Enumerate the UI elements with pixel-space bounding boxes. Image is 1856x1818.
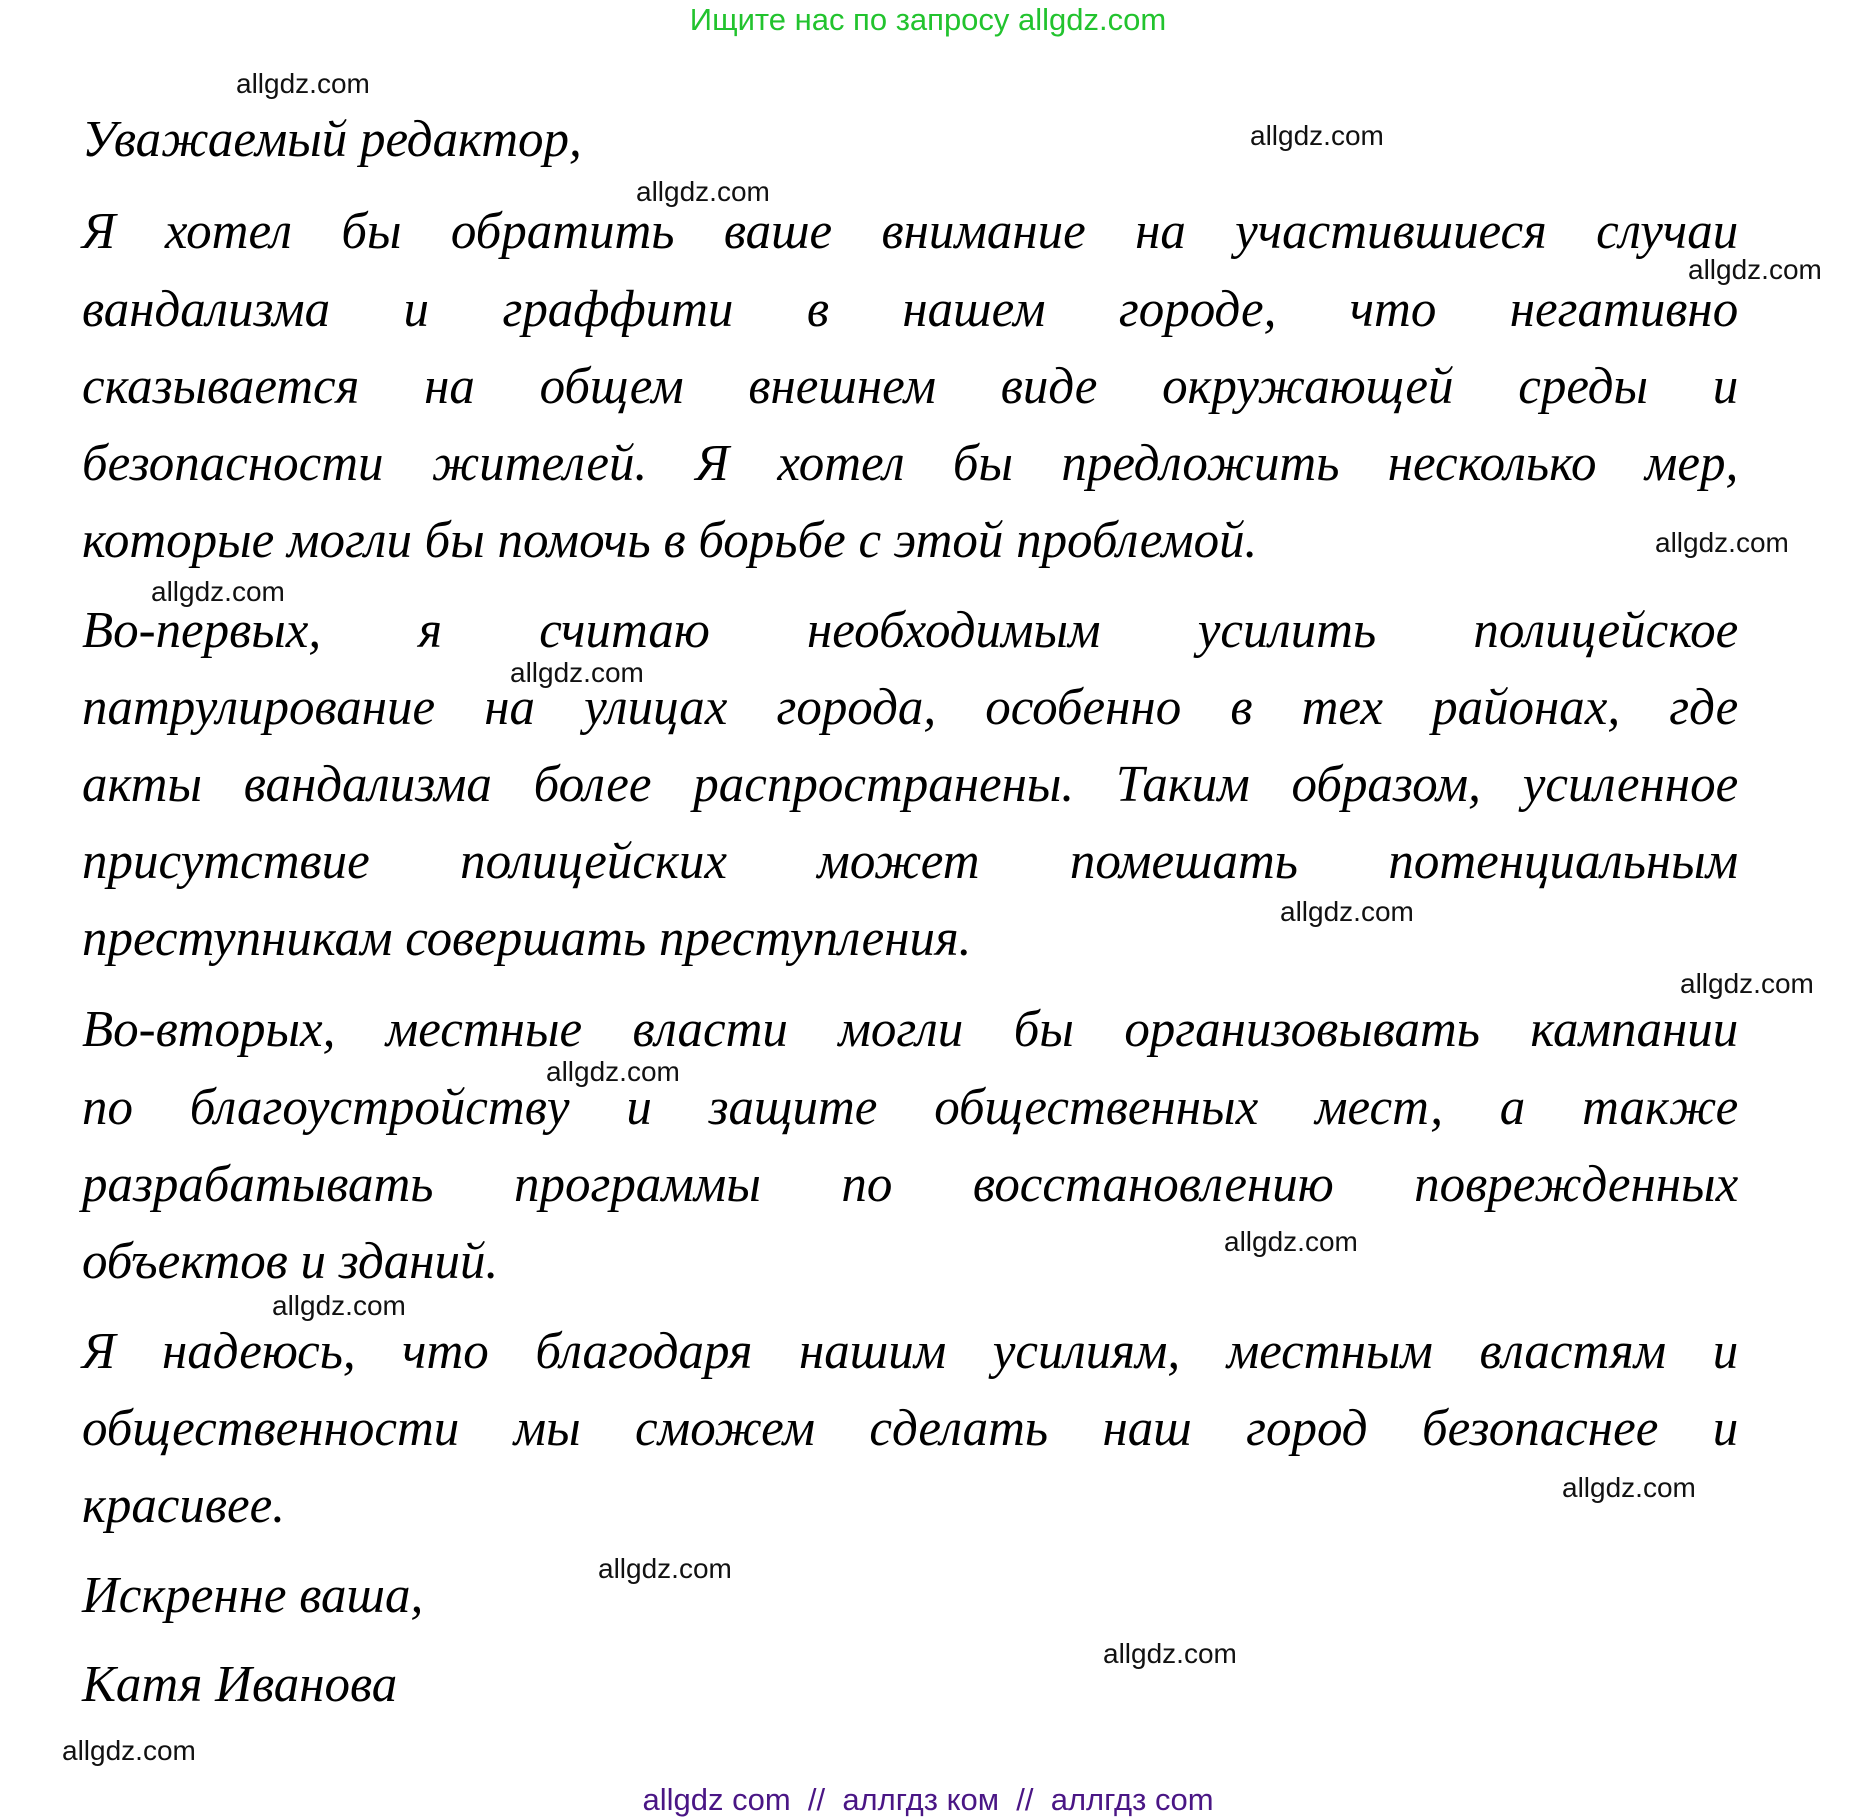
text-line: преступникам совершать преступления.	[82, 910, 972, 967]
watermark: allgdz.com	[151, 576, 285, 607]
watermark: allgdz.com	[1562, 1472, 1696, 1503]
watermark: allgdz.com	[1224, 1226, 1358, 1257]
text-line: Во-вторых, местные власти могли бы организовывать кампании	[82, 1001, 1739, 1058]
text-line: разрабатывать программы по восстановлению поврежденных	[82, 1156, 1739, 1213]
closing: Искренне ваша,	[82, 1567, 424, 1624]
watermark: allgdz.com	[1250, 120, 1384, 151]
watermark: allgdz.com	[62, 1735, 196, 1766]
salutation: Уважаемый редактор,	[82, 111, 582, 168]
text-line: Я хотел бы обратить ваше внимание на участившиеся случаи	[82, 203, 1739, 260]
watermark: allgdz.com	[636, 176, 770, 207]
watermark: allgdz.com	[1680, 968, 1814, 999]
watermark: allgdz.com	[1103, 1638, 1237, 1669]
watermark: allgdz.com	[1688, 254, 1822, 285]
text-line: Я надеюсь, что благодаря нашим усилиям, местным властям и	[82, 1323, 1739, 1380]
text-line: красивее.	[82, 1477, 285, 1534]
text-line: патрулирование на улицах города, особенно в тех районах, где	[82, 679, 1739, 736]
text-line: акты вандализма более распространены. Таким образом, усиленное	[82, 756, 1739, 813]
text-line: общественности мы сможем сделать наш город безопаснее и	[82, 1400, 1739, 1457]
watermark: allgdz.com	[1655, 527, 1789, 558]
text-line: вандализма и граффити в нашем городе, что негативно	[82, 281, 1739, 338]
text-line: сказывается на общем внешнем виде окружающей среды и	[82, 358, 1739, 415]
search-hint-banner: Ищите нас по запросу allgdz.com	[689, 2, 1167, 37]
text-line: Во-первых, я считаю необходимым усилить полицейское	[82, 602, 1739, 659]
text-line: присутствие полицейских может помешать потенциальным	[82, 833, 1739, 890]
watermark: allgdz.com	[546, 1056, 680, 1087]
footer-watermark: allgdz com // аллгдз ком // аллгдз com	[642, 1782, 1214, 1817]
watermark: allgdz.com	[598, 1553, 732, 1584]
text-line: объектов и зданий.	[82, 1233, 499, 1290]
signature: Катя Иванова	[82, 1656, 398, 1713]
text-line: по благоустройству и защите общественных мест, а также	[82, 1079, 1739, 1136]
text-line: которые могли бы помочь в борьбе с этой проблемой.	[82, 512, 1258, 569]
watermark: allgdz.com	[272, 1290, 406, 1321]
watermark: allgdz.com	[510, 657, 644, 688]
watermark: allgdz.com	[236, 68, 370, 99]
text-line: безопасности жителей. Я хотел бы предложить несколько мер,	[82, 435, 1739, 492]
watermark: allgdz.com	[1280, 896, 1414, 927]
